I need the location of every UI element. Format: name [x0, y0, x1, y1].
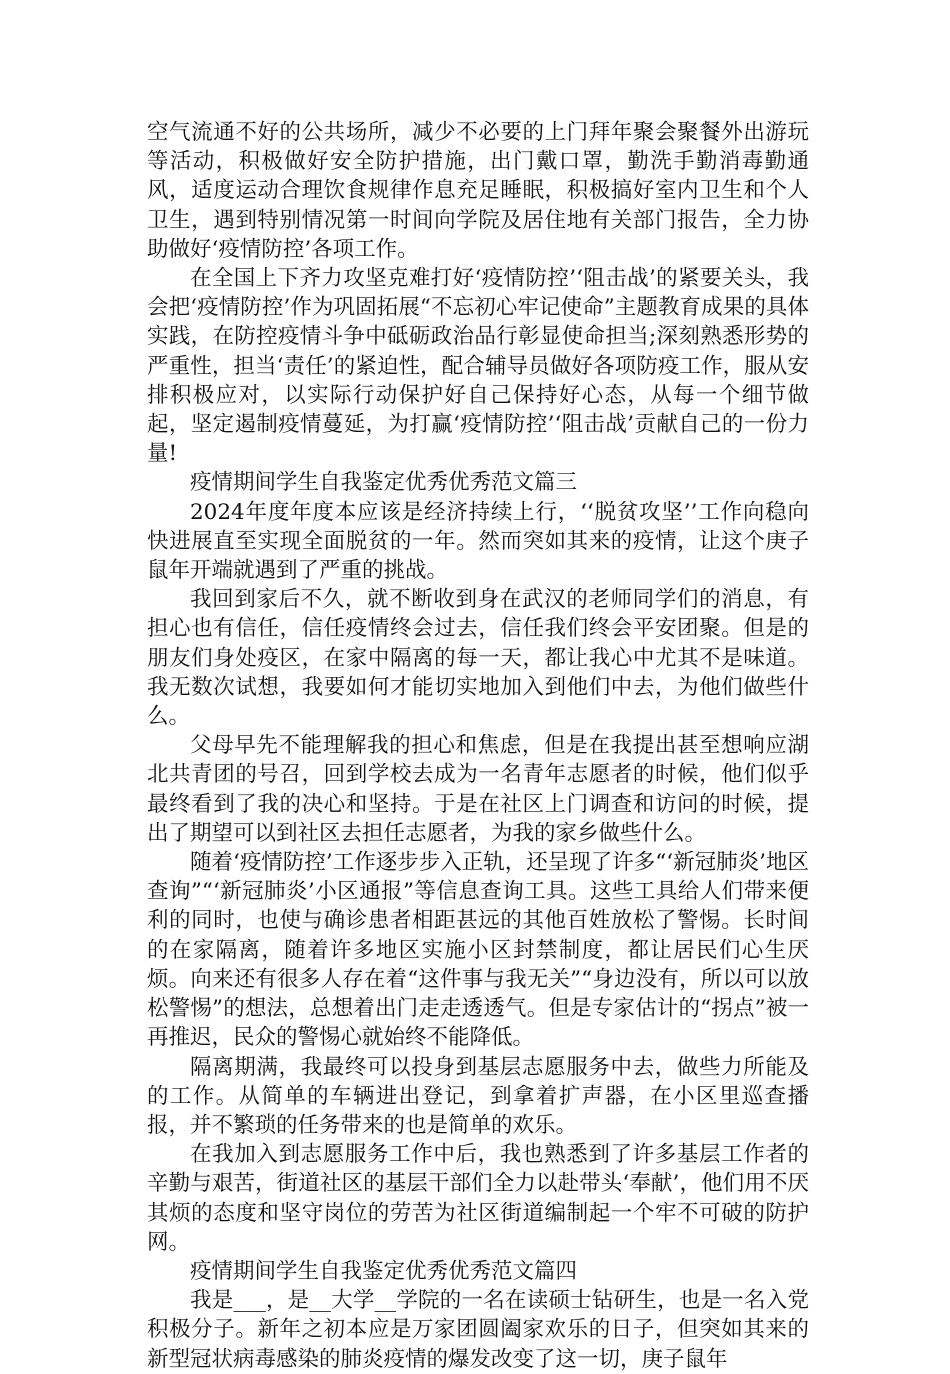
paragraph: 我回到家后不久，就不断收到身在武汉的老师同学们的消息，有担心也有信任，信任疫情终会过去，信任我们终会平安团聚。但是的朋友们身处疫区，在家中隔离的每一天，都让我心中尤其不是味道。我无数次试想，我要如何才能切实地加入到他们中去，为他们做些什么。	[147, 587, 809, 730]
paragraph: 2024年度年度本应该是经济持续上行，‘‘脱贫攻坚’’工作向稳向快进展直至实现全面脱贫的一年。然而突如其来的疫情，让这个庚子鼠年开端就遇到了严重的挑战。	[147, 499, 809, 584]
paragraph: 在全国上下齐力攻坚克难打好‘疫情防控’‘阻击战’的紧要关头，我会把‘疫情防控’作为巩固拓展“不忘初心牢记使命”主题教育成果的具体实践，在防控疫情斗争中砥砺政治品行彰显使命担当;深刻熟悉形势的严重性，担当‘责任’的紧迫性，配合辅导员做好各项防疫工作，服从安排积极应对，以实际行动保护好自己保持好心态，从每一个细节做起，坚定遏制疫情蔓延，为打赢‘疫情防控’‘阻击战’贡献自己的一份力量!	[147, 266, 809, 467]
paragraph: 隔离期满，我最终可以投身到基层志愿服务中去，做些力所能及的工作。从简单的车辆进出登记，到拿着扩声器，在小区里巡查播报，并不繁琐的任务带来的也是简单的欢乐。	[147, 1054, 809, 1138]
section-heading: 疫情期间学生自我鉴定优秀优秀范文篇四	[190, 1258, 578, 1284]
paragraph: 随着‘疫情防控’工作逐步步入正轨，还呈现了许多“‘新冠肺炎’地区查询”“‘新冠肺炎’小区通报”等信息查询工具。这些工具给人们带来便利的同时，也使与确诊患者相距甚远的其他百姓放松了警惕。长时间的在家隔离，随着许多地区实施小区封禁制度，都让居民们心生厌烦。向来还有很多人存在着“这件事与我无关”“身边没有，所以可以放松警惕”的想法，总想着出门走走透透气。但是专家估计的“拐点”被一再推迟，民众的警惕心就始终不能降低。	[147, 850, 809, 1051]
section-heading: 疫情期间学生自我鉴定优秀优秀范文篇三	[190, 470, 578, 496]
paragraph: 我是___，是__大学__学院的一名在读硕士钻研生，也是一名入党积极分子。新年之初本应是万家团圆阖家欢乐的日子，但突如其来的新型冠状病毒感染的肺炎疫情的爆发改变了这一切，庚子鼠年	[147, 1288, 809, 1372]
paragraph: 父母早先不能理解我的担心和焦虑，但是在我提出甚至想响应湖北共青团的号召，回到学校去成为一名青年志愿者的时候，他们似乎最终看到了我的决心和坚持。于是在社区上门调查和访问的时候，提出了期望可以到社区去担任志愿者，为我的家乡做些什么。	[147, 733, 809, 846]
paragraph: 在我加入到志愿服务工作中后，我也熟悉到了许多基层工作者的辛勤与艰苦，街道社区的基层干部们全力以赴带头‘奉献’，他们用不厌其烦的态度和坚守岗位的劳苦为社区街道编制起一个牢不可破的防护网。	[147, 1142, 809, 1255]
paragraph-continuation: 空气流通不好的公共场所，减少不必要的上门拜年聚会聚餐外出游玩等活动，积极做好安全防护措施，出门戴口罩，勤洗手勤消毒勤通风，适度运动合理饮食规律作息充足睡眠，积极搞好室内卫生和个人卫生，遇到特别情况第一时间向学院及居住地有关部门报告，全力协助做好‘疫情防控’各项工作。	[147, 120, 809, 262]
document-page	[147, 118, 809, 1374]
